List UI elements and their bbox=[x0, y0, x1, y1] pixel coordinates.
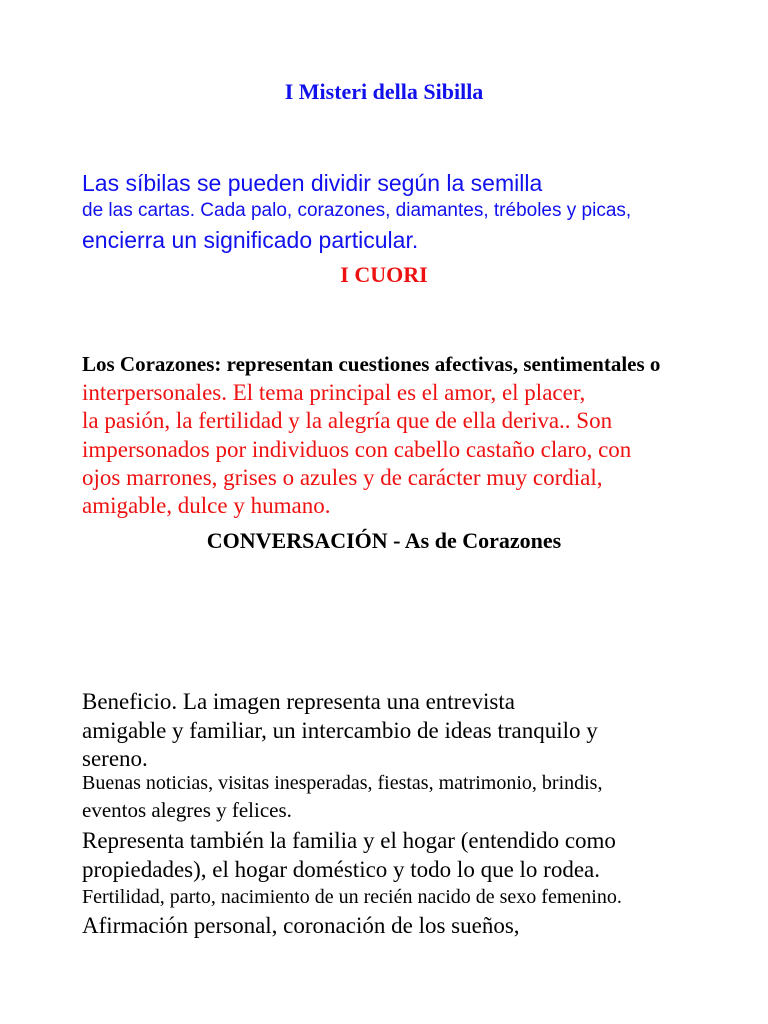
corazones-line-4: impersonados por individuos con cabello castaño claro, con bbox=[82, 437, 632, 462]
body-line-9: Afirmación personal, coronación de los sueños, bbox=[82, 913, 520, 938]
corazones-line-5: ojos marrones, grises o azules y de carácter muy cordial, bbox=[82, 465, 603, 490]
body-line-2: amigable y familiar, un intercambio de ideas tranquilo y bbox=[82, 718, 598, 743]
corazones-line-3: la pasión, la fertilidad y la alegría que de ella deriva.. Son bbox=[82, 408, 613, 433]
page-title: I Misteri della Sibilla bbox=[284, 79, 484, 104]
body-line-5: eventos alegres y felices. bbox=[82, 798, 292, 822]
corazones-line-1: Los Corazones: representan cuestiones afectivas, sentimentales o bbox=[82, 352, 661, 376]
intro-line-3: encierra un significado particular. bbox=[82, 227, 419, 253]
body-line-3: sereno. bbox=[82, 746, 148, 771]
intro-line-1: Las síbilas se pueden dividir según la semilla bbox=[82, 170, 543, 196]
card-heading: CONVERSACIÓN - As de Corazones bbox=[206, 528, 562, 553]
corazones-line-2: interpersonales. El tema principal es el amor, el placer, bbox=[82, 380, 586, 405]
corazones-line-6: amigable, dulce y humano. bbox=[82, 493, 331, 518]
section-heading: I CUORI bbox=[340, 262, 428, 287]
body-line-7: propiedades), el hogar doméstico y todo lo que lo rodea. bbox=[82, 857, 600, 882]
body-line-8: Fertilidad, parto, nacimiento de un recién nacido de sexo femenino. bbox=[82, 886, 622, 908]
body-line-1: Beneficio. La imagen representa una entrevista bbox=[82, 689, 515, 714]
body-line-6: Representa también la familia y el hogar (entendido como bbox=[82, 828, 616, 853]
intro-line-2: de las cartas. Cada palo, corazones, diamantes, tréboles y picas, bbox=[82, 200, 632, 221]
body-line-4: Buenas noticias, visitas inesperadas, fiestas, matrimonio, brindis, bbox=[82, 772, 603, 794]
